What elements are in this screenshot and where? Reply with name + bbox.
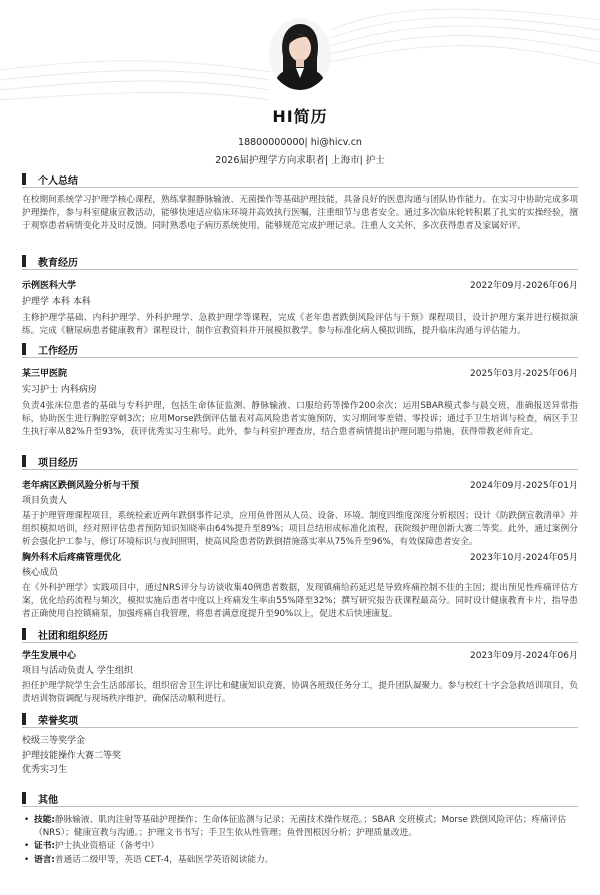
section-marker (22, 792, 26, 804)
education-entry-head (22, 278, 578, 292)
section-header (22, 252, 578, 270)
section-awards (22, 710, 578, 778)
project-desc: 在《外科护理学》实践项目中，通过NRS评分与访谈收集40例患者数据，发现镇痛给药延迟是导致疼痛控制不佳的主因；提出预见性疼痛评估方案，优化给药流程与频次，模拟实施后患者中度以上疼痛发生率由55%降至32%；撰写研究报告获课程最高分。同时设计健康教育卡片，指导患者正确使用自控镇痛泵，加强疼痛自我管理，将患者满意度提升至90%以上，促进术后快速康复。 (22, 582, 578, 620)
other-item-label: 技能: (34, 815, 55, 825)
section-summary (22, 170, 578, 234)
project-role: 项目负责人 (22, 496, 68, 506)
work-date: 2025年03月-2025年06月 (470, 369, 578, 379)
section-title: 社团和组织经历 (38, 631, 108, 642)
work-role: 实习护士 内科病房 (22, 385, 97, 395)
other-list (22, 814, 578, 867)
section-divider (22, 727, 578, 728)
work-entry-head (22, 366, 578, 380)
social-date: 2023年09月-2024年06月 (470, 651, 578, 661)
section-projects (22, 452, 578, 621)
section-title: 其他 (38, 795, 58, 806)
project-desc: 基于护理管理课程项目，系统检索近两年跌倒事件记录，应用鱼骨图从人员、设备、环境、制度四维度深度分析根因；设计《防跌倒宣教清单》并组织模拟培训，经对照评估患者预防知识知晓率由64%提升至89%；项目总结形成标准化流程，获院级护理创新大赛二等奖。此外，通过案例分析会强化护工参与，修订环境标识与夜间照明，使高风险患者防跌倒措施落实率从75%升至96%，有效保障患者安全。 (22, 511, 578, 548)
section-marker (22, 343, 26, 355)
award-item: 优秀实习生 (22, 765, 68, 775)
section-divider (22, 642, 578, 643)
project-entry-head (22, 550, 578, 564)
other-item-label: 语言: (34, 854, 55, 865)
section-divider (22, 187, 578, 188)
avatar (269, 18, 331, 90)
section-social (22, 625, 578, 706)
section-education (22, 252, 578, 338)
education-date: 2022年09月-2026年06月 (470, 281, 578, 291)
school-name: 示例医科大学 (22, 281, 77, 291)
section-marker (22, 455, 26, 467)
education-major: 护理学 本科 本科 (22, 297, 91, 307)
section-marker (22, 173, 26, 185)
section-divider (22, 357, 578, 358)
section-marker (22, 255, 26, 267)
section-header (22, 789, 578, 807)
section-title: 教育经历 (38, 258, 78, 269)
award-item: 护理技能操作大赛二等奖 (22, 750, 122, 761)
section-header (22, 340, 578, 358)
project-role: 核心成员 (22, 567, 59, 578)
resume-title: HI简历 (272, 107, 328, 126)
other-item (34, 840, 578, 853)
education-desc: 主修护理学基础、内科护理学、外科护理学、急救护理学等课程，完成《老年患者跌倒风险评估与干预》课程项目，设计护理方案并进行模拟演练。完成《糖尿病患者健康教育》课程设计，制作宣教资料并开展模拟教学。参与标准化病人模拟训练，提升临床沟通与评估能力。 (22, 313, 578, 337)
project-date: 2023年10月-2024年05月 (470, 552, 578, 563)
social-role: 项目与活动负责人 学生组织 (22, 666, 133, 676)
work-org: 某三甲医院 (22, 369, 68, 379)
section-title: 个人总结 (38, 176, 78, 187)
section-divider (22, 469, 578, 470)
project-date: 2024年09月-2025年01月 (470, 481, 578, 491)
section-other (22, 789, 578, 867)
section-divider (22, 806, 578, 807)
section-title: 工作经历 (38, 346, 78, 357)
section-work (22, 340, 578, 440)
awards-list (22, 734, 578, 778)
other-item (34, 854, 578, 867)
social-desc: 担任护理学院学生会生活部部长，组织宿舍卫生评比和健康知识竞赛，协调各班级任务分工，提升团队凝聚力。参与校红十字会急救培训项目，负责培训物资调配与现场秩序维护，确保活动顺利进行。 (22, 681, 578, 705)
other-item-text: 护士执业资格证（备考中） (54, 841, 160, 852)
award-item: 校级三等奖学金 (22, 736, 86, 746)
section-header (22, 170, 578, 188)
other-item-text: 普通话二级甲等，英语 CET-4，基础医学英语阅读能力。 (54, 854, 274, 865)
section-title: 荣誉奖项 (38, 716, 78, 727)
social-entry-head (22, 648, 578, 662)
section-header (22, 452, 578, 470)
job-intent-line: 2026届护理学方向求职者| 上海市| 护士 (215, 155, 385, 166)
project-name: 胸外科术后疼痛管理优化 (22, 552, 122, 563)
work-desc: 负责4张床位患者的基础与专科护理，包括生命体征监测、静脉输液、口服给药等操作200余次；运用SBAR模式参与晨交班，准确报送异常指标，协助医生进行胸腔穿刺3次；应用Morse跌倒评估量表对高风险患者实施预防，实习期间零差错、零投诉；通过手卫生培训与检查，病区手卫生执行率从82%升至93%，获评优秀实习生称号。此外，参与科室护理查房，结合患者病情提出护理问题与措施，获得带教老师肯定。 (22, 401, 578, 438)
project-name: 老年病区跌倒风险分析与干预 (22, 481, 140, 491)
other-item (34, 814, 578, 840)
contact-line: 18800000000| hi@hicv.cn (238, 137, 362, 148)
social-org: 学生发展中心 (22, 651, 77, 661)
summary-text: 在校期间系统学习护理学核心课程，熟练掌握静脉输液、无菌操作等基础护理技能，具备良好的医患沟通与团队协作能力。在实习中协助完成多项护理操作，参与科室健康宣教活动，能够快速适应临床环境并高效执行医嘱，注重细节与患者安全。通过多次临床轮转积累了扎实的实操经验，擅于观察患者病情变化并及时反馈。同时熟悉电子病历系统使用，能够规范完成护理记录。注重人文关怀，多次获得患者及家属好评。 (22, 195, 578, 232)
other-item-text: 静脉输液、肌肉注射等基础护理操作；生命体征监测与记录；无菌技术操作规范。；SBAR 交班模式；Morse 跌倒风险评估；疼痛评估（NRS）；健康宣教与沟通。；护理文书书写；手卫生依从性管理；鱼骨图根因分析；护理质量改进。 (34, 815, 567, 839)
section-header (22, 710, 578, 728)
section-header (22, 625, 578, 643)
section-divider (22, 269, 578, 270)
section-marker (22, 628, 26, 640)
section-marker (22, 713, 26, 725)
section-title: 项目经历 (38, 458, 78, 469)
other-item-label: 证书: (34, 841, 55, 852)
avatar-photo (269, 18, 331, 90)
project-entry-head (22, 478, 578, 492)
